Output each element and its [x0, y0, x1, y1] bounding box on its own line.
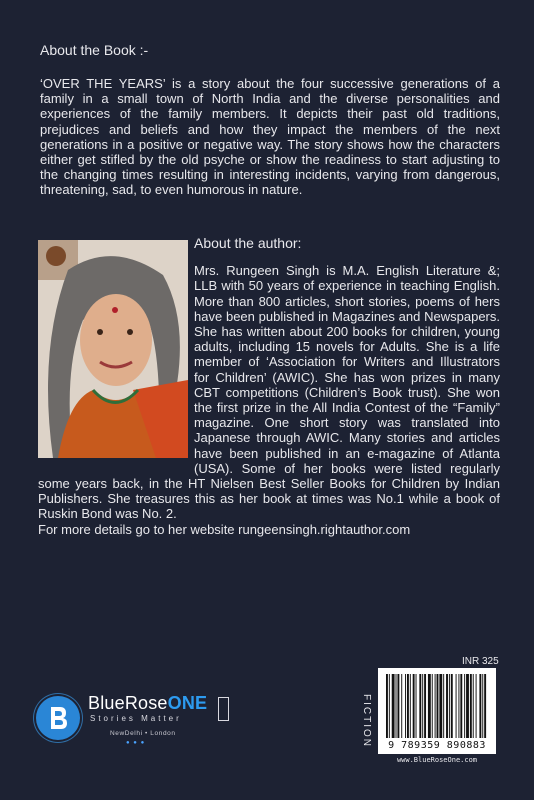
social-icons: ● ● ● — [126, 740, 146, 746]
barcode-bar — [460, 674, 462, 738]
barcode-bar — [482, 674, 483, 738]
about-book-heading: About the Book :- — [40, 42, 149, 58]
isbn-digits: 9 789359 890883 — [388, 740, 486, 751]
price-label: INR 325 — [462, 656, 499, 667]
barcode-bar — [484, 674, 486, 738]
barcode-bar — [389, 674, 390, 738]
barcode-bar — [470, 674, 472, 738]
barcode-bar — [466, 674, 469, 738]
barcode-bar — [401, 674, 402, 738]
about-author-heading: About the author: — [194, 235, 302, 251]
publisher-name — [88, 693, 207, 714]
isbn-barcode — [378, 668, 496, 754]
publisher-cities: NewDelhi • London — [110, 730, 176, 737]
barcode-bar — [419, 674, 421, 738]
author-website: For more details go to her website rungeensingh.rightauthor.com — [38, 521, 411, 537]
barcode-bar — [439, 674, 442, 738]
barcode-bar — [446, 674, 448, 738]
publisher-name-part1: BlueRose — [88, 693, 168, 713]
barcode-bar — [473, 674, 474, 738]
barcode-bar — [435, 674, 436, 738]
publisher-tagline: Stories Matter — [90, 714, 182, 723]
barcode-bar — [424, 674, 426, 738]
barcode-bar — [407, 674, 409, 738]
barcode-bar — [396, 674, 397, 738]
barcode-bar — [456, 674, 457, 738]
barcode-bars — [378, 668, 496, 740]
barcode-bar — [443, 674, 444, 738]
barcode-bar — [410, 674, 411, 738]
barcode-bar — [422, 674, 423, 738]
barcode-bar — [405, 674, 406, 738]
barcode-bar — [437, 674, 439, 738]
barcode-bar — [451, 674, 453, 738]
barcode-bar — [449, 674, 450, 738]
barcode-bar — [416, 674, 417, 738]
barcode-bar — [386, 674, 388, 738]
barcode-bar — [476, 674, 477, 738]
barcode-bar — [458, 674, 459, 738]
barcode-bar — [432, 674, 433, 738]
barcode-bar — [464, 674, 465, 738]
publisher-name-part2: ONE — [167, 693, 208, 713]
publisher-logo-icon — [36, 696, 80, 740]
barcode-bar — [413, 674, 415, 738]
author-bio: Mrs. Rungeen Singh is M.A. English Literature &; LLB with 50 years of experience in teaching English. More than 800 articles, short stories, poems of hers have been published in Magazines and Newspapers. She has written about 200 books for children, young adults, including 15 novels for Adults. She is a life member of ‘Association for Writers and Illustrators for Children’ (AWIC). She has won prizes in many CBT competitions (Children’s Book trust). She won the first prize in the All India Contest of the “Family” magazine. One short story was translated into Japanese through AWIC. Many stories and articles have been published in an e-magazine of Atlanta (USA). Some of her books were listed regularly some years back, in the HT Nielsen Best Seller Books for Children by Indian Publishers. She treasures this as her book at times was No.1 while a book of Ruskin Bond was No. 2. — [38, 263, 500, 522]
publisher-website: www.BlueRoseOne.com — [396, 756, 478, 764]
barcode-bar — [428, 674, 431, 738]
barcode-bar — [392, 674, 395, 738]
author-section — [38, 236, 500, 537]
barcode-bar — [397, 674, 399, 738]
publisher-mark-box — [218, 697, 229, 721]
genre-label: FICTION — [361, 694, 372, 748]
barcode-bar — [479, 674, 481, 738]
book-blurb: ‘OVER THE YEARS’ is a story about the four successive generations of a family in a small town of North India and the diverse personalities and experiences of the family members. It depicts their past old traditions, prejudices and beliefs and how they impact the members of the next generations in a positive or negative way. The story shows how the characters either get stifled by the old psyche or show the readiness to start adjusting to the changing times resulting in interesting incidents, varying from dangerous, threatening, sad, to even humorous in nature. — [40, 76, 500, 198]
